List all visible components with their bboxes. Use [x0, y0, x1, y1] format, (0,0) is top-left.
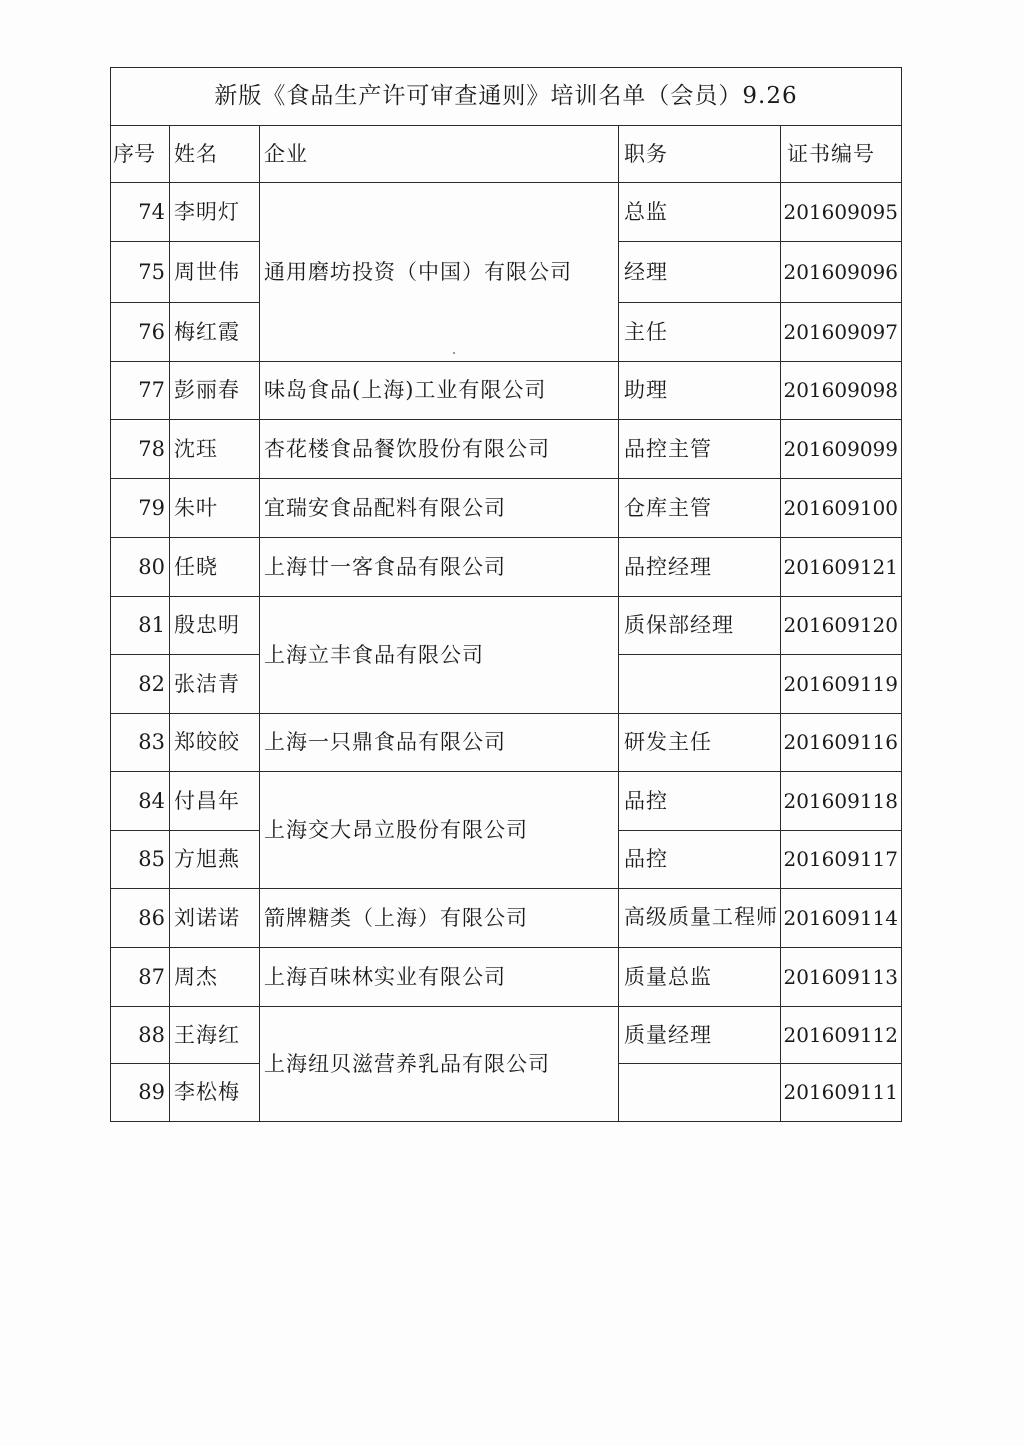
row-cert: 201609113 [781, 948, 902, 1007]
row-name: 张洁青 [170, 655, 260, 714]
table-row [111, 889, 902, 948]
row-role [619, 655, 781, 714]
row-name: 方旭燕 [170, 831, 260, 889]
row-company: 上海纽贝滋营养乳品有限公司 [260, 1007, 619, 1122]
row-name: 殷忠明 [170, 597, 260, 655]
header-row [111, 126, 902, 183]
column-header-company: 企业 [260, 126, 619, 183]
row-no: 81 [111, 597, 170, 655]
row-company: 上海廿一客食品有限公司 [260, 538, 619, 597]
row-name: 任晓 [170, 538, 260, 597]
row-role: 经理 [619, 242, 781, 303]
table-row [111, 183, 902, 242]
row-company: 上海一只鼎食品有限公司 [260, 714, 619, 772]
row-no: 80 [111, 538, 170, 597]
row-company: 上海百味林实业有限公司 [260, 948, 619, 1007]
row-no: 88 [111, 1007, 170, 1064]
row-cert: 201609114 [781, 889, 902, 948]
row-no: 84 [111, 772, 170, 831]
row-cert: 201609111 [781, 1064, 902, 1122]
row-role: 品控经理 [619, 538, 781, 597]
table-row [111, 1007, 902, 1064]
row-company: 箭牌糖类（上海）有限公司 [260, 889, 619, 948]
row-role: 质量经理 [619, 1007, 781, 1064]
row-cert: 201609096 [781, 242, 902, 303]
table-row [111, 479, 902, 538]
row-no: 82 [111, 655, 170, 714]
row-no: 74 [111, 183, 170, 242]
row-role [619, 1064, 781, 1122]
row-cert: 201609099 [781, 420, 902, 479]
row-name: 周杰 [170, 948, 260, 1007]
table-row [111, 772, 902, 831]
row-role: 品控 [619, 772, 781, 831]
row-company: 味岛食品(上海)工业有限公司 [260, 362, 619, 420]
row-name: 沈珏 [170, 420, 260, 479]
table-row [111, 538, 902, 597]
row-cert: 201609121 [781, 538, 902, 597]
row-role: 研发主任 [619, 714, 781, 772]
row-name: 朱叶 [170, 479, 260, 538]
row-cert: 201609097 [781, 303, 902, 362]
row-cert: 201609095 [781, 183, 902, 242]
row-no: 89 [111, 1064, 170, 1122]
row-name: 郑皎皎 [170, 714, 260, 772]
row-role: 总监 [619, 183, 781, 242]
row-name: 梅红霞 [170, 303, 260, 362]
table-row [111, 948, 902, 1007]
row-no: 77 [111, 362, 170, 420]
column-header-name: 姓名 [170, 126, 260, 183]
row-name: 刘诺诺 [170, 889, 260, 948]
row-no: 79 [111, 479, 170, 538]
row-no: 78 [111, 420, 170, 479]
row-company: 杏花楼食品餐饮股份有限公司 [260, 420, 619, 479]
row-company: 宜瑞安食品配料有限公司 [260, 479, 619, 538]
row-no: 76 [111, 303, 170, 362]
document-title: 新版《食品生产许可审查通则》培训名单（会员）9.26 [111, 68, 902, 126]
row-name: 付昌年 [170, 772, 260, 831]
table-row [111, 362, 902, 420]
row-no: 86 [111, 889, 170, 948]
row-role: 质保部经理 [619, 597, 781, 655]
row-company: 通用磨坊投资（中国）有限公司 [260, 183, 619, 362]
row-role: 高级质量工程师 [619, 889, 781, 948]
row-name: 周世伟 [170, 242, 260, 303]
column-header-no: 序号 [111, 126, 170, 183]
row-company: 上海交大昂立股份有限公司 [260, 772, 619, 889]
training-roster-table [110, 67, 902, 1122]
row-cert: 201609098 [781, 362, 902, 420]
row-name: 李明灯 [170, 183, 260, 242]
row-cert: 201609118 [781, 772, 902, 831]
row-name: 王海红 [170, 1007, 260, 1064]
row-no: 75 [111, 242, 170, 303]
row-role: 质量总监 [619, 948, 781, 1007]
row-no: 85 [111, 831, 170, 889]
row-cert: 201609119 [781, 655, 902, 714]
table-row [111, 420, 902, 479]
table-row [111, 714, 902, 772]
row-role: 助理 [619, 362, 781, 420]
row-name: 李松梅 [170, 1064, 260, 1122]
row-no: 87 [111, 948, 170, 1007]
row-cert: 201609112 [781, 1007, 902, 1064]
title-row [111, 68, 902, 126]
row-role: 品控 [619, 831, 781, 889]
row-name: 彭丽春 [170, 362, 260, 420]
row-role: 仓库主管 [619, 479, 781, 538]
column-header-role: 职务 [619, 126, 781, 183]
table-row [111, 597, 902, 655]
row-no: 83 [111, 714, 170, 772]
column-header-cert: 证书编号 [781, 126, 902, 183]
row-role: 主任 [619, 303, 781, 362]
row-cert: 201609120 [781, 597, 902, 655]
row-cert: 201609117 [781, 831, 902, 889]
row-cert: 201609116 [781, 714, 902, 772]
row-role: 品控主管 [619, 420, 781, 479]
row-company: 上海立丰食品有限公司 [260, 597, 619, 714]
row-cert: 201609100 [781, 479, 902, 538]
